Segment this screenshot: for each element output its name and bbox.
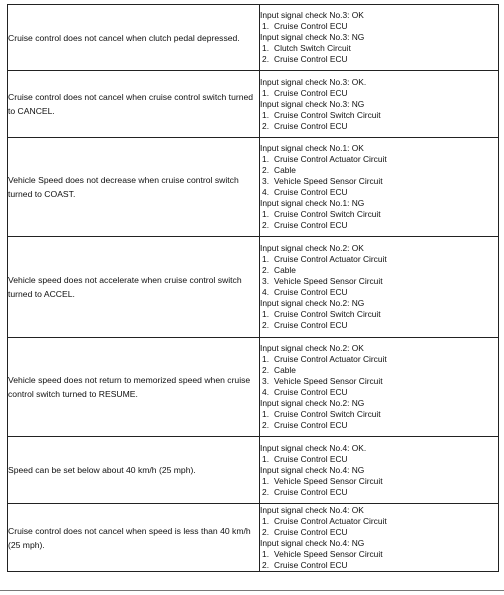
check-item (260, 209, 498, 220)
item-number: 2. (262, 486, 270, 497)
check-results-cell (260, 138, 499, 237)
item-text: Cruise Control ECU (274, 559, 348, 570)
item-number: 1. (262, 21, 270, 31)
check-item (260, 110, 498, 121)
check-item (260, 43, 498, 54)
check-item (260, 320, 498, 331)
check-heading: Input signal check No.2: OK (260, 243, 364, 253)
item-number: 1. (262, 515, 270, 526)
check-item (260, 176, 498, 187)
item-number: 4. (262, 387, 270, 397)
check-results-cell (260, 237, 499, 338)
item-number: 1. (262, 475, 270, 486)
check-heading: Input signal check No.4: OK. (260, 442, 367, 453)
symptom-cell: Vehicle Speed does not decrease when cruise control switch turned to COAST. (8, 138, 260, 237)
check-item (260, 527, 498, 538)
check-item (260, 21, 498, 32)
item-number: 1. (262, 87, 270, 98)
check-item (260, 409, 498, 420)
item-text: Cruise Control ECU (274, 387, 348, 397)
item-number: 2. (262, 120, 270, 131)
table-row (8, 138, 499, 237)
table-row (8, 338, 499, 437)
check-item (260, 549, 498, 560)
symptom-cell: Speed can be set below about 40 km/h (25 mph). (8, 437, 260, 504)
item-number: 2. (262, 54, 270, 64)
check-heading: Input signal check No.3: NG (260, 98, 365, 109)
item-text: Vehicle Speed Sensor Circuit (274, 548, 383, 559)
check-item (260, 187, 498, 198)
item-text: Cruise Control ECU (274, 87, 348, 98)
check-heading: Input signal check No.4: NG (260, 537, 365, 548)
item-text: Cable (274, 165, 296, 175)
check-item (260, 365, 498, 376)
item-text: Cruise Control ECU (274, 54, 348, 64)
table-row (8, 504, 499, 572)
check-item (260, 154, 498, 165)
table-row (8, 437, 499, 504)
item-text: Vehicle Speed Sensor Circuit (274, 176, 383, 186)
item-text: Vehicle Speed Sensor Circuit (274, 376, 383, 386)
check-heading: Input signal check No.3: OK (260, 10, 364, 20)
item-number: 1. (262, 354, 270, 364)
check-item (260, 254, 498, 265)
item-number: 1. (262, 453, 270, 464)
table-row (8, 237, 499, 338)
check-results-cell (260, 504, 499, 572)
check-item (260, 88, 498, 99)
symptom-cell: Cruise control does not cancel when cruise control switch turned to CANCEL. (8, 71, 260, 138)
item-number: 3. (262, 276, 270, 286)
troubleshooting-table (7, 4, 499, 572)
item-number: 1. (262, 309, 270, 319)
item-number: 4. (262, 187, 270, 197)
item-text: Cruise Control ECU (274, 120, 348, 131)
item-text: Cruise Control Actuator Circuit (274, 354, 387, 364)
check-results-cell (260, 338, 499, 437)
item-number: 2. (262, 420, 270, 430)
item-number: 1. (262, 154, 270, 164)
check-item (260, 354, 498, 365)
item-number: 2. (262, 526, 270, 537)
item-text: Cruise Control Switch Circuit (274, 409, 381, 419)
item-text: Cable (274, 365, 296, 375)
symptom-cell: Cruise control does not cancel when speed is less than 40 km/h (25 mph). (8, 504, 260, 572)
check-item (260, 420, 498, 431)
table-row (8, 71, 499, 138)
check-item (260, 476, 498, 487)
item-text: Vehicle Speed Sensor Circuit (274, 276, 383, 286)
item-text: Cruise Control ECU (274, 526, 348, 537)
item-text: Cruise Control ECU (274, 220, 348, 230)
check-item (260, 454, 498, 465)
item-number: 1. (262, 43, 270, 53)
check-heading: Input signal check No.1: NG (260, 198, 365, 208)
item-number: 3. (262, 176, 270, 186)
item-text: Cruise Control ECU (274, 21, 348, 31)
symptom-cell: Vehicle speed does not accelerate when cruise control switch turned to ACCEL. (8, 237, 260, 338)
check-item (260, 287, 498, 298)
check-item (260, 487, 498, 498)
symptom-cell: Cruise control does not cancel when clutch pedal depressed. (8, 5, 260, 71)
table-body (8, 5, 499, 572)
item-number: 2. (262, 559, 270, 570)
item-text: Clutch Switch Circuit (274, 43, 351, 53)
check-results-cell (260, 71, 499, 138)
item-text: Cruise Control ECU (274, 187, 348, 197)
item-text: Cruise Control ECU (274, 486, 348, 497)
item-text: Cruise Control Switch Circuit (274, 309, 381, 319)
item-number: 2. (262, 165, 270, 175)
check-item (260, 516, 498, 527)
table-row (8, 5, 499, 71)
check-item (260, 387, 498, 398)
check-heading: Input signal check No.3: OK. (260, 76, 367, 87)
item-number: 1. (262, 209, 270, 219)
item-number: 1. (262, 109, 270, 120)
item-text: Cruise Control Actuator Circuit (274, 154, 387, 164)
check-heading: Input signal check No.4: NG (260, 464, 365, 475)
check-item (260, 309, 498, 320)
check-heading: Input signal check No.1: OK (260, 143, 364, 153)
item-number: 1. (262, 548, 270, 559)
item-text: Cruise Control ECU (274, 320, 348, 330)
check-heading: Input signal check No.2: NG (260, 398, 365, 408)
check-item (260, 54, 498, 65)
check-item (260, 265, 498, 276)
check-item (260, 165, 498, 176)
item-number: 4. (262, 287, 270, 297)
check-results-cell (260, 5, 499, 71)
item-number: 2. (262, 220, 270, 230)
check-item (260, 276, 498, 287)
check-heading: Input signal check No.2: NG (260, 298, 365, 308)
item-number: 1. (262, 254, 270, 264)
item-text: Cruise Control Actuator Circuit (274, 515, 387, 526)
item-number: 2. (262, 265, 270, 275)
item-text: Vehicle Speed Sensor Circuit (274, 475, 383, 486)
check-item (260, 560, 498, 571)
item-text: Cruise Control Switch Circuit (274, 209, 381, 219)
check-heading: Input signal check No.2: OK (260, 343, 364, 353)
check-results-cell (260, 437, 499, 504)
check-item (260, 376, 498, 387)
item-number: 1. (262, 409, 270, 419)
item-number: 2. (262, 365, 270, 375)
item-text: Cable (274, 265, 296, 275)
check-item (260, 220, 498, 231)
item-number: 2. (262, 320, 270, 330)
page-bottom-rule (0, 590, 504, 591)
item-number: 3. (262, 376, 270, 386)
item-text: Cruise Control ECU (274, 420, 348, 430)
check-heading: Input signal check No.3: NG (260, 32, 365, 42)
check-heading: Input signal check No.4: OK (260, 504, 364, 515)
symptom-cell: Vehicle speed does not return to memorized speed when cruise control switch turned to RESUME. (8, 338, 260, 437)
item-text: Cruise Control Actuator Circuit (274, 254, 387, 264)
check-item (260, 121, 498, 132)
item-text: Cruise Control ECU (274, 453, 348, 464)
item-text: Cruise Control ECU (274, 287, 348, 297)
item-text: Cruise Control Switch Circuit (274, 109, 381, 120)
